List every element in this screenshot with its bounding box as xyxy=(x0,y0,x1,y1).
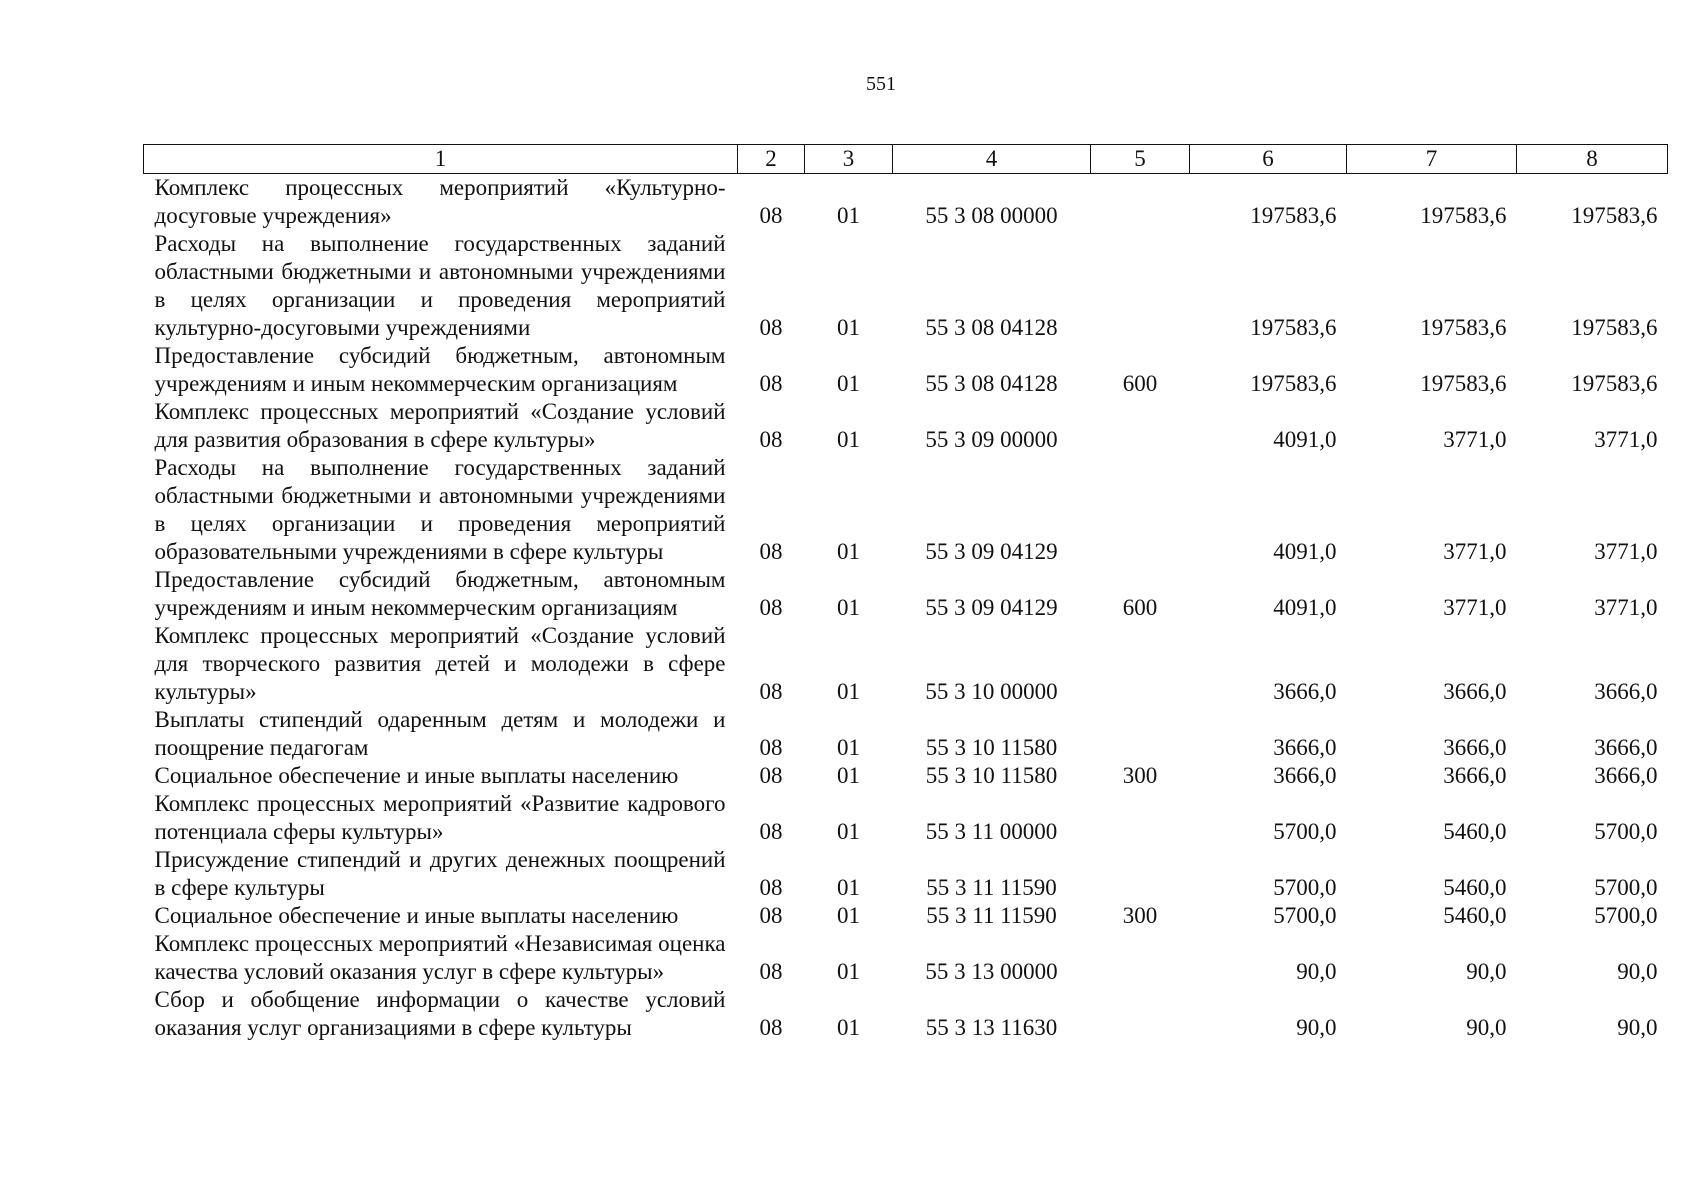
section-code: 08 xyxy=(759,959,783,984)
subsection-code: 01 xyxy=(837,763,860,788)
amount-col-8: 90,0 xyxy=(1617,959,1658,984)
subsection-code: 01 xyxy=(837,735,860,760)
amount-col-6: 3666,0 xyxy=(1273,763,1337,788)
amount-col-8: 3666,0 xyxy=(1594,735,1658,760)
amount-col-8: 197583,6 xyxy=(1571,371,1658,396)
amount-col-6: 5700,0 xyxy=(1273,819,1337,844)
expense-type-code xyxy=(1091,398,1190,454)
expense-type-code: 300 xyxy=(1122,903,1158,928)
subsection-code: 01 xyxy=(837,203,860,228)
target-article-code: 55 3 09 00000 xyxy=(925,427,1058,452)
table-row xyxy=(144,762,1668,790)
target-article-code: 55 3 13 11630 xyxy=(925,1015,1058,1040)
table-header xyxy=(144,145,1668,174)
row-name: Расходы на выполнение государственных заданий областными бюджетными и автономными учреждениями в целях организации и проведения мероприятий культурно-досуговыми учреждениями xyxy=(154,231,726,340)
subsection-code: 01 xyxy=(837,819,860,844)
page-number: 551 xyxy=(866,73,896,95)
amount-col-7: 90,0 xyxy=(1466,1015,1507,1040)
expense-type-code: 600 xyxy=(1122,595,1158,620)
subsection-code: 01 xyxy=(837,371,860,396)
amount-col-6: 5700,0 xyxy=(1273,875,1337,900)
target-article-code: 55 3 10 00000 xyxy=(925,679,1058,704)
column-header-8: 8 xyxy=(1517,145,1668,174)
row-name: Комплекс процессных мероприятий «Создание условий для творческого развития детей и молодежи в сфере культуры» xyxy=(154,623,726,704)
section-code: 08 xyxy=(759,1015,783,1040)
amount-col-8: 5700,0 xyxy=(1594,819,1658,844)
amount-col-8: 3666,0 xyxy=(1594,679,1658,704)
section-code: 08 xyxy=(759,679,783,704)
subsection-code: 01 xyxy=(837,1015,860,1040)
expense-type-code xyxy=(1091,230,1190,342)
amount-col-6: 197583,6 xyxy=(1250,315,1337,340)
row-name: Комплекс процессных мероприятий «Создание условий для развития образования в сфере культуры» xyxy=(154,399,726,452)
table-row xyxy=(144,706,1668,762)
amount-col-7: 5460,0 xyxy=(1443,819,1507,844)
section-code: 08 xyxy=(759,819,783,844)
row-name: Присуждение стипендий и других денежных поощрений в сфере культуры xyxy=(154,847,726,900)
amount-col-7: 3666,0 xyxy=(1443,763,1507,788)
row-name: Сбор и обобщение информации о качестве условий оказания услуг организациями в сфере культуры xyxy=(154,987,726,1040)
section-code: 08 xyxy=(759,315,783,340)
amount-col-8: 3771,0 xyxy=(1594,427,1658,452)
column-header-3: 3 xyxy=(805,145,893,174)
amount-col-6: 90,0 xyxy=(1296,1015,1337,1040)
target-article-code: 55 3 08 04128 xyxy=(925,315,1058,340)
target-article-code: 55 3 09 04129 xyxy=(925,539,1058,564)
table-row xyxy=(144,454,1668,566)
table-row xyxy=(144,174,1668,231)
column-header-5: 5 xyxy=(1091,145,1190,174)
row-name: Выплаты стипендий одаренным детям и молодежи и поощрение педагогам xyxy=(154,707,726,760)
expense-type-code xyxy=(1091,930,1190,986)
amount-col-6: 197583,6 xyxy=(1250,203,1337,228)
amount-col-6: 197583,6 xyxy=(1250,371,1337,396)
amount-col-7: 3771,0 xyxy=(1443,427,1507,452)
table-row xyxy=(144,846,1668,902)
amount-col-7: 3666,0 xyxy=(1443,679,1507,704)
column-header-1: 1 xyxy=(144,145,738,174)
expense-type-code xyxy=(1091,790,1190,846)
target-article-code: 55 3 08 00000 xyxy=(925,203,1058,228)
amount-col-7: 5460,0 xyxy=(1443,875,1507,900)
table-row xyxy=(144,622,1668,706)
amount-col-7: 197583,6 xyxy=(1420,315,1507,340)
subsection-code: 01 xyxy=(837,315,860,340)
section-code: 08 xyxy=(759,427,783,452)
amount-col-8: 3666,0 xyxy=(1594,763,1658,788)
column-header-6: 6 xyxy=(1190,145,1347,174)
subsection-code: 01 xyxy=(837,595,860,620)
row-name: Предоставление субсидий бюджетным, автономным учреждениям и иным некоммерческим организациям xyxy=(154,343,726,396)
amount-col-8: 3771,0 xyxy=(1594,595,1658,620)
table-row xyxy=(144,342,1668,398)
section-code: 08 xyxy=(759,539,783,564)
target-article-code: 55 3 11 11590 xyxy=(926,903,1057,928)
expense-type-code xyxy=(1091,706,1190,762)
column-header-7: 7 xyxy=(1347,145,1517,174)
section-code: 08 xyxy=(759,875,783,900)
amount-col-8: 3771,0 xyxy=(1594,539,1658,564)
amount-col-6: 3666,0 xyxy=(1273,679,1337,704)
amount-col-6: 90,0 xyxy=(1296,959,1337,984)
amount-col-7: 3666,0 xyxy=(1443,735,1507,760)
table-body xyxy=(144,174,1668,1043)
target-article-code: 55 3 13 00000 xyxy=(925,959,1058,984)
table-row xyxy=(144,230,1668,342)
amount-col-8: 90,0 xyxy=(1617,1015,1658,1040)
section-code: 08 xyxy=(759,203,783,228)
table-row xyxy=(144,902,1668,930)
subsection-code: 01 xyxy=(837,875,860,900)
target-article-code: 55 3 10 11580 xyxy=(925,763,1058,788)
amount-col-7: 3771,0 xyxy=(1443,595,1507,620)
amount-col-7: 197583,6 xyxy=(1420,371,1507,396)
amount-col-7: 3771,0 xyxy=(1443,539,1507,564)
amount-col-6: 4091,0 xyxy=(1273,427,1337,452)
expense-type-code xyxy=(1091,454,1190,566)
subsection-code: 01 xyxy=(837,539,860,564)
section-code: 08 xyxy=(759,903,783,928)
section-code: 08 xyxy=(759,763,783,788)
column-header-4: 4 xyxy=(893,145,1091,174)
amount-col-6: 4091,0 xyxy=(1273,539,1337,564)
amount-col-6: 4091,0 xyxy=(1273,595,1337,620)
subsection-code: 01 xyxy=(837,427,860,452)
amount-col-8: 5700,0 xyxy=(1594,903,1658,928)
section-code: 08 xyxy=(759,735,783,760)
expense-type-code: 300 xyxy=(1122,763,1158,788)
target-article-code: 55 3 08 04128 xyxy=(925,371,1058,396)
table-row xyxy=(144,790,1668,846)
row-name: Предоставление субсидий бюджетным, автономным учреждениям и иным некоммерческим организациям xyxy=(154,567,726,620)
expense-type-code: 600 xyxy=(1122,371,1158,396)
subsection-code: 01 xyxy=(837,679,860,704)
amount-col-8: 197583,6 xyxy=(1571,315,1658,340)
row-name: Социальное обеспечение и иные выплаты населению xyxy=(154,763,679,788)
row-name: Расходы на выполнение государственных заданий областными бюджетными и автономными учреждениями в целях организации и проведения мероприятий образовательными учреждениями в сфере культуры xyxy=(154,455,726,564)
table-row xyxy=(144,930,1668,986)
section-code: 08 xyxy=(759,595,783,620)
amount-col-8: 197583,6 xyxy=(1571,203,1658,228)
expense-type-code xyxy=(1091,622,1190,706)
target-article-code: 55 3 11 00000 xyxy=(925,819,1058,844)
expense-type-code xyxy=(1091,846,1190,902)
subsection-code: 01 xyxy=(837,903,860,928)
amount-col-6: 5700,0 xyxy=(1273,903,1337,928)
row-name: Комплекс процессных мероприятий «Развитие кадрового потенциала сферы культуры» xyxy=(154,791,726,844)
expense-type-code xyxy=(1091,174,1190,231)
expense-type-code xyxy=(1091,986,1190,1042)
table-row xyxy=(144,566,1668,622)
subsection-code: 01 xyxy=(837,959,860,984)
amount-col-7: 5460,0 xyxy=(1443,903,1507,928)
budget-table xyxy=(143,144,1668,1042)
row-name: Социальное обеспечение и иные выплаты населению xyxy=(154,903,679,928)
target-article-code: 55 3 11 11590 xyxy=(926,875,1057,900)
target-article-code: 55 3 10 11580 xyxy=(925,735,1058,760)
amount-col-8: 5700,0 xyxy=(1594,875,1658,900)
target-article-code: 55 3 09 04129 xyxy=(925,595,1058,620)
table-row xyxy=(144,986,1668,1042)
amount-col-7: 197583,6 xyxy=(1420,203,1507,228)
section-code: 08 xyxy=(759,371,783,396)
amount-col-6: 3666,0 xyxy=(1273,735,1337,760)
column-header-2: 2 xyxy=(738,145,805,174)
amount-col-7: 90,0 xyxy=(1466,959,1507,984)
table-row xyxy=(144,398,1668,454)
row-name: Комплекс процессных мероприятий «Независимая оценка качества условий оказания услуг в сфере культуры» xyxy=(154,931,726,984)
row-name: Комплекс процессных мероприятий «Культурно-досуговые учреждения» xyxy=(154,175,726,228)
